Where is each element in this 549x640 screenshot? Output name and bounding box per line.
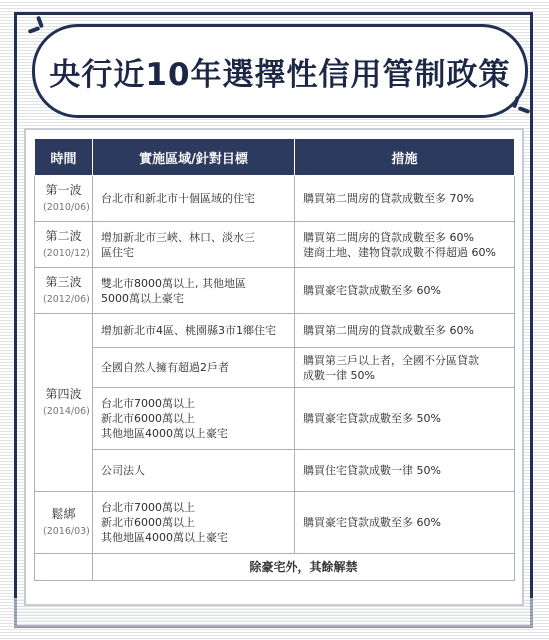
target-line: 5000萬以上豪宅: [101, 291, 184, 305]
wave-date: (2014/06): [43, 405, 90, 417]
measure-line: 購買第二間房的貸款成數至多 60%: [303, 230, 474, 244]
measure-line: 購買住宅貸款成數一律 50%: [303, 464, 441, 477]
measure-cell: [295, 450, 515, 492]
target-cell: [93, 176, 295, 222]
target-line: 台北市和新北市十個區域的住宅: [101, 192, 255, 205]
target-line: 增加新北市三峽、林口、淡水三: [101, 230, 255, 244]
table-row: [35, 222, 515, 268]
measure-cell: [295, 268, 515, 314]
header-measure: 措施: [295, 139, 515, 176]
measure-line: 購買豪宅貸款成數至多 60%: [303, 516, 441, 529]
table-row: [35, 450, 515, 492]
header-target: 實施區域/針對目標: [93, 139, 295, 176]
target-line: 雙北市8000萬以上, 其他地區: [101, 276, 246, 290]
wave-name: 鬆綁: [51, 506, 76, 521]
measure-cell: [295, 348, 515, 388]
wave-cell: [35, 492, 93, 554]
table-row: [35, 348, 515, 388]
measure-line: 成數一律 50%: [303, 368, 375, 382]
wave-date: (2010/12): [43, 247, 90, 259]
target-line: 其他地區4000萬以上豪宅: [101, 427, 228, 440]
target-cell: [93, 222, 295, 268]
table-row: [35, 268, 515, 314]
target-cell: [93, 314, 295, 348]
measure-cell: [295, 176, 515, 222]
wave-name: 第三波: [45, 274, 82, 289]
measure-cell: [295, 222, 515, 268]
measure-line: 購買第二間房的貸款成數至多 70%: [303, 192, 474, 205]
measure-line: 建商土地、建物貸款成數不得超過 60%: [303, 245, 496, 259]
wave-cell: [35, 176, 93, 222]
measure-line: 購買第二間房的貸款成數至多 60%: [303, 324, 474, 337]
footer-empty-cell: [35, 554, 93, 581]
wave-cell: [35, 314, 93, 492]
wave-date: (2010/06): [43, 201, 90, 213]
wave-name: 第一波: [45, 182, 82, 197]
measure-cell: [295, 492, 515, 554]
target-line: 區住宅: [101, 245, 134, 259]
page-title: 央行近10年選擇性信用管制政策: [49, 56, 511, 93]
wave-name: 第四波: [45, 386, 82, 401]
wave-cell: [35, 268, 93, 314]
target-cell: [93, 492, 295, 554]
wave-name: 第二波: [45, 228, 82, 243]
target-cell: [93, 450, 295, 492]
wave-date: (2012/06): [43, 293, 90, 305]
wave-cell: [35, 222, 93, 268]
target-line: 全國自然人擁有超過2戶者: [101, 361, 229, 374]
table-row: [35, 314, 515, 348]
target-cell: [93, 268, 295, 314]
target-line: 台北市7000萬以上: [101, 501, 195, 514]
table-header-row: [35, 139, 515, 176]
target-line: 台北市7000萬以上: [101, 397, 195, 410]
table-row: [35, 388, 515, 450]
target-cell: [93, 348, 295, 388]
target-line: 新北市6000萬以上: [101, 516, 195, 529]
target-line: 其他地區4000萬以上豪宅: [101, 531, 228, 544]
table-row: [35, 492, 515, 554]
table-footer-note: 除豪宅外，其餘解禁: [93, 554, 515, 581]
target-cell: [93, 388, 295, 450]
table-row: [35, 176, 515, 222]
policy-table: [34, 138, 515, 581]
measure-line: 購買豪宅貸款成數至多 60%: [303, 284, 441, 297]
measure-cell: [295, 314, 515, 348]
header-time: 時間: [35, 139, 93, 176]
wave-date: (2016/03): [43, 525, 90, 537]
measure-cell: [295, 388, 515, 450]
measure-line: 購買豪宅貸款成數至多 50%: [303, 412, 441, 425]
target-line: 新北市6000萬以上: [101, 412, 195, 425]
table-footer-row: [35, 554, 515, 581]
measure-line: 購買第三戶以上者，全國不分區貸款: [303, 353, 479, 367]
target-line: 增加新北市4區、桃園縣3市1鄉住宅: [101, 324, 276, 337]
target-line: 公司法人: [101, 464, 145, 477]
